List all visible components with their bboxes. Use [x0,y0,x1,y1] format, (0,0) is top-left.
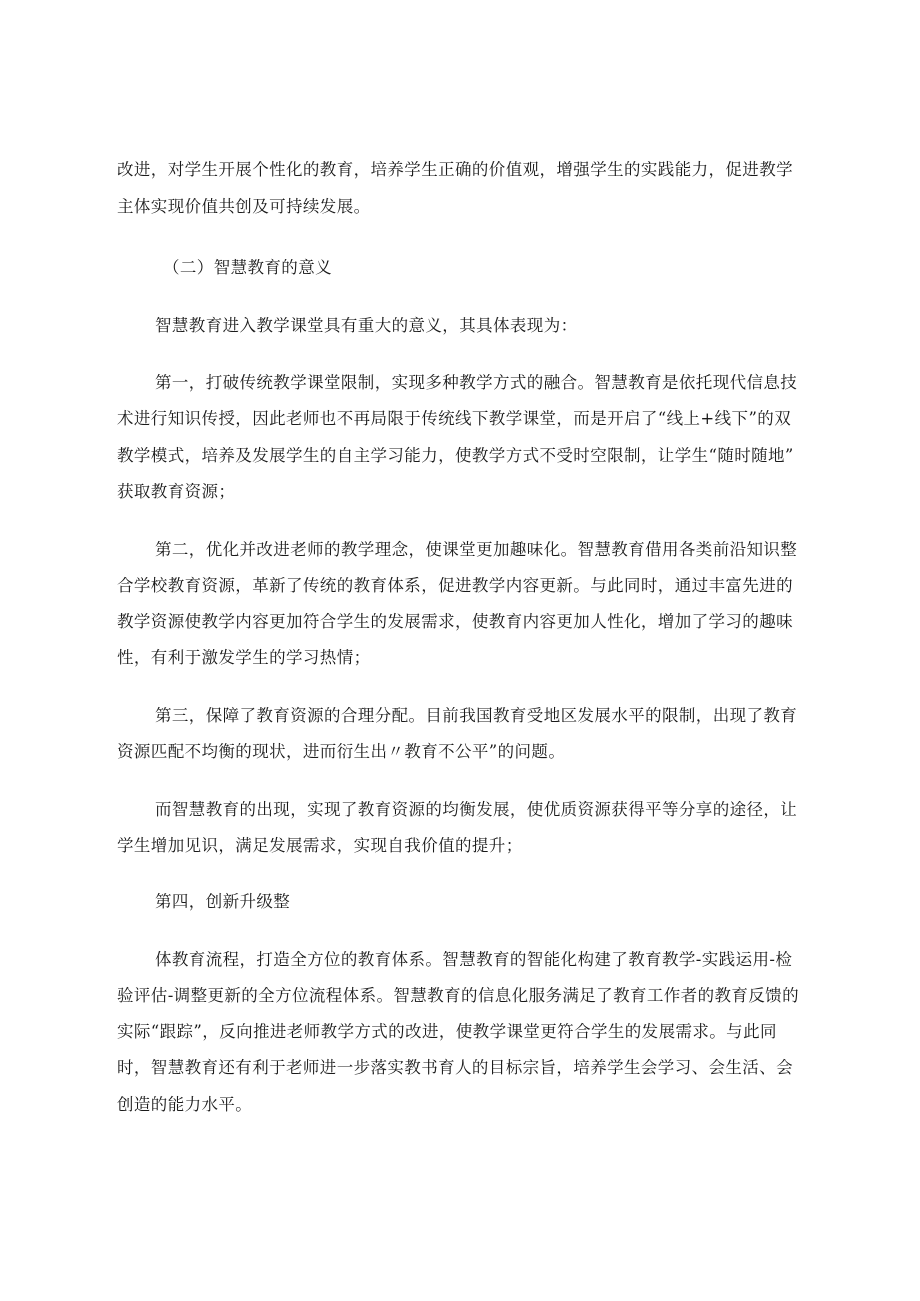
text-line: 第四，创新升级整 [155,892,291,911]
text-line: 智慧教育进入教学课堂具有重大的意义，其具体表现为： [155,316,578,335]
text-line: 教学资源使教学内容更加符合学生的发展需求，使教育内容更加人性化，增加了学习的趣味 [117,612,793,631]
text-line: 而智慧教育的出现，实现了教育资源的均衡发展，使优质资源获得平等分享的途径，让 [155,800,798,819]
text-line: 获取教育资源； [117,482,236,501]
text-line: 创造的能力水平。 [117,1095,253,1114]
text-line: 实际“跟踪”，反向推进老师教学方式的改进，使教学课堂更符合学生的发展需求。与此同 [117,1022,777,1041]
text-line: 学生增加见识，满足发展需求，实现自我价值的提升； [117,836,523,855]
text-line: 时，智慧教育还有利于老师进一步落实教书育人的目标宗旨，培养学生会学习、会生活、会 [117,1058,793,1077]
text-line: 术进行知识传授，因此老师也不再局限于传统线下教学课堂，而是开启了“线上+线下”的双 [117,409,792,428]
text-line: 体教育流程，打造全方位的教育体系。智慧教育的智能化构建了教育教学-实践运用-检 [155,950,793,969]
text-line: 第三，保障了教育资源的合理分配。目前我国教育受地区发展水平的限制，出现了教育 [155,706,798,725]
text-line: 第一，打破传统教学课堂限制，实现多种教学方式的融合。智慧教育是依托现代信息技 [155,373,798,392]
text-line: 主体实现价值共创及可持续发展。 [117,197,371,216]
text-line: 第二，优化并改进老师的教学理念，使课堂更加趣味化。智慧教育借用各类前沿知识整 [155,540,798,559]
text-line: 改进，对学生开展个性化的教育，培养学生正确的价值观，增强学生的实践能力，促进教学 [117,160,793,179]
section-heading: （二）智慧教育的意义 [163,258,332,277]
text-line: 合学校教育资源，革新了传统的教育体系，促进教学内容更新。与此同时，通过丰富先进的 [117,576,793,595]
text-line: 资源匹配不均衡的现状，进而衍生出〃教育不公平”的问题。 [117,742,566,761]
text-line: 验评估-调整更新的全方位流程体系。智慧教育的信息化服务满足了教育工作者的教育反馈的 [117,986,799,1005]
text-line: 性，有利于激发学生的学习热情； [117,648,371,667]
text-line: 教学模式，培养及发展学生的自主学习能力，使教学方式不受时空限制，让学生“随时随地” [117,446,794,465]
